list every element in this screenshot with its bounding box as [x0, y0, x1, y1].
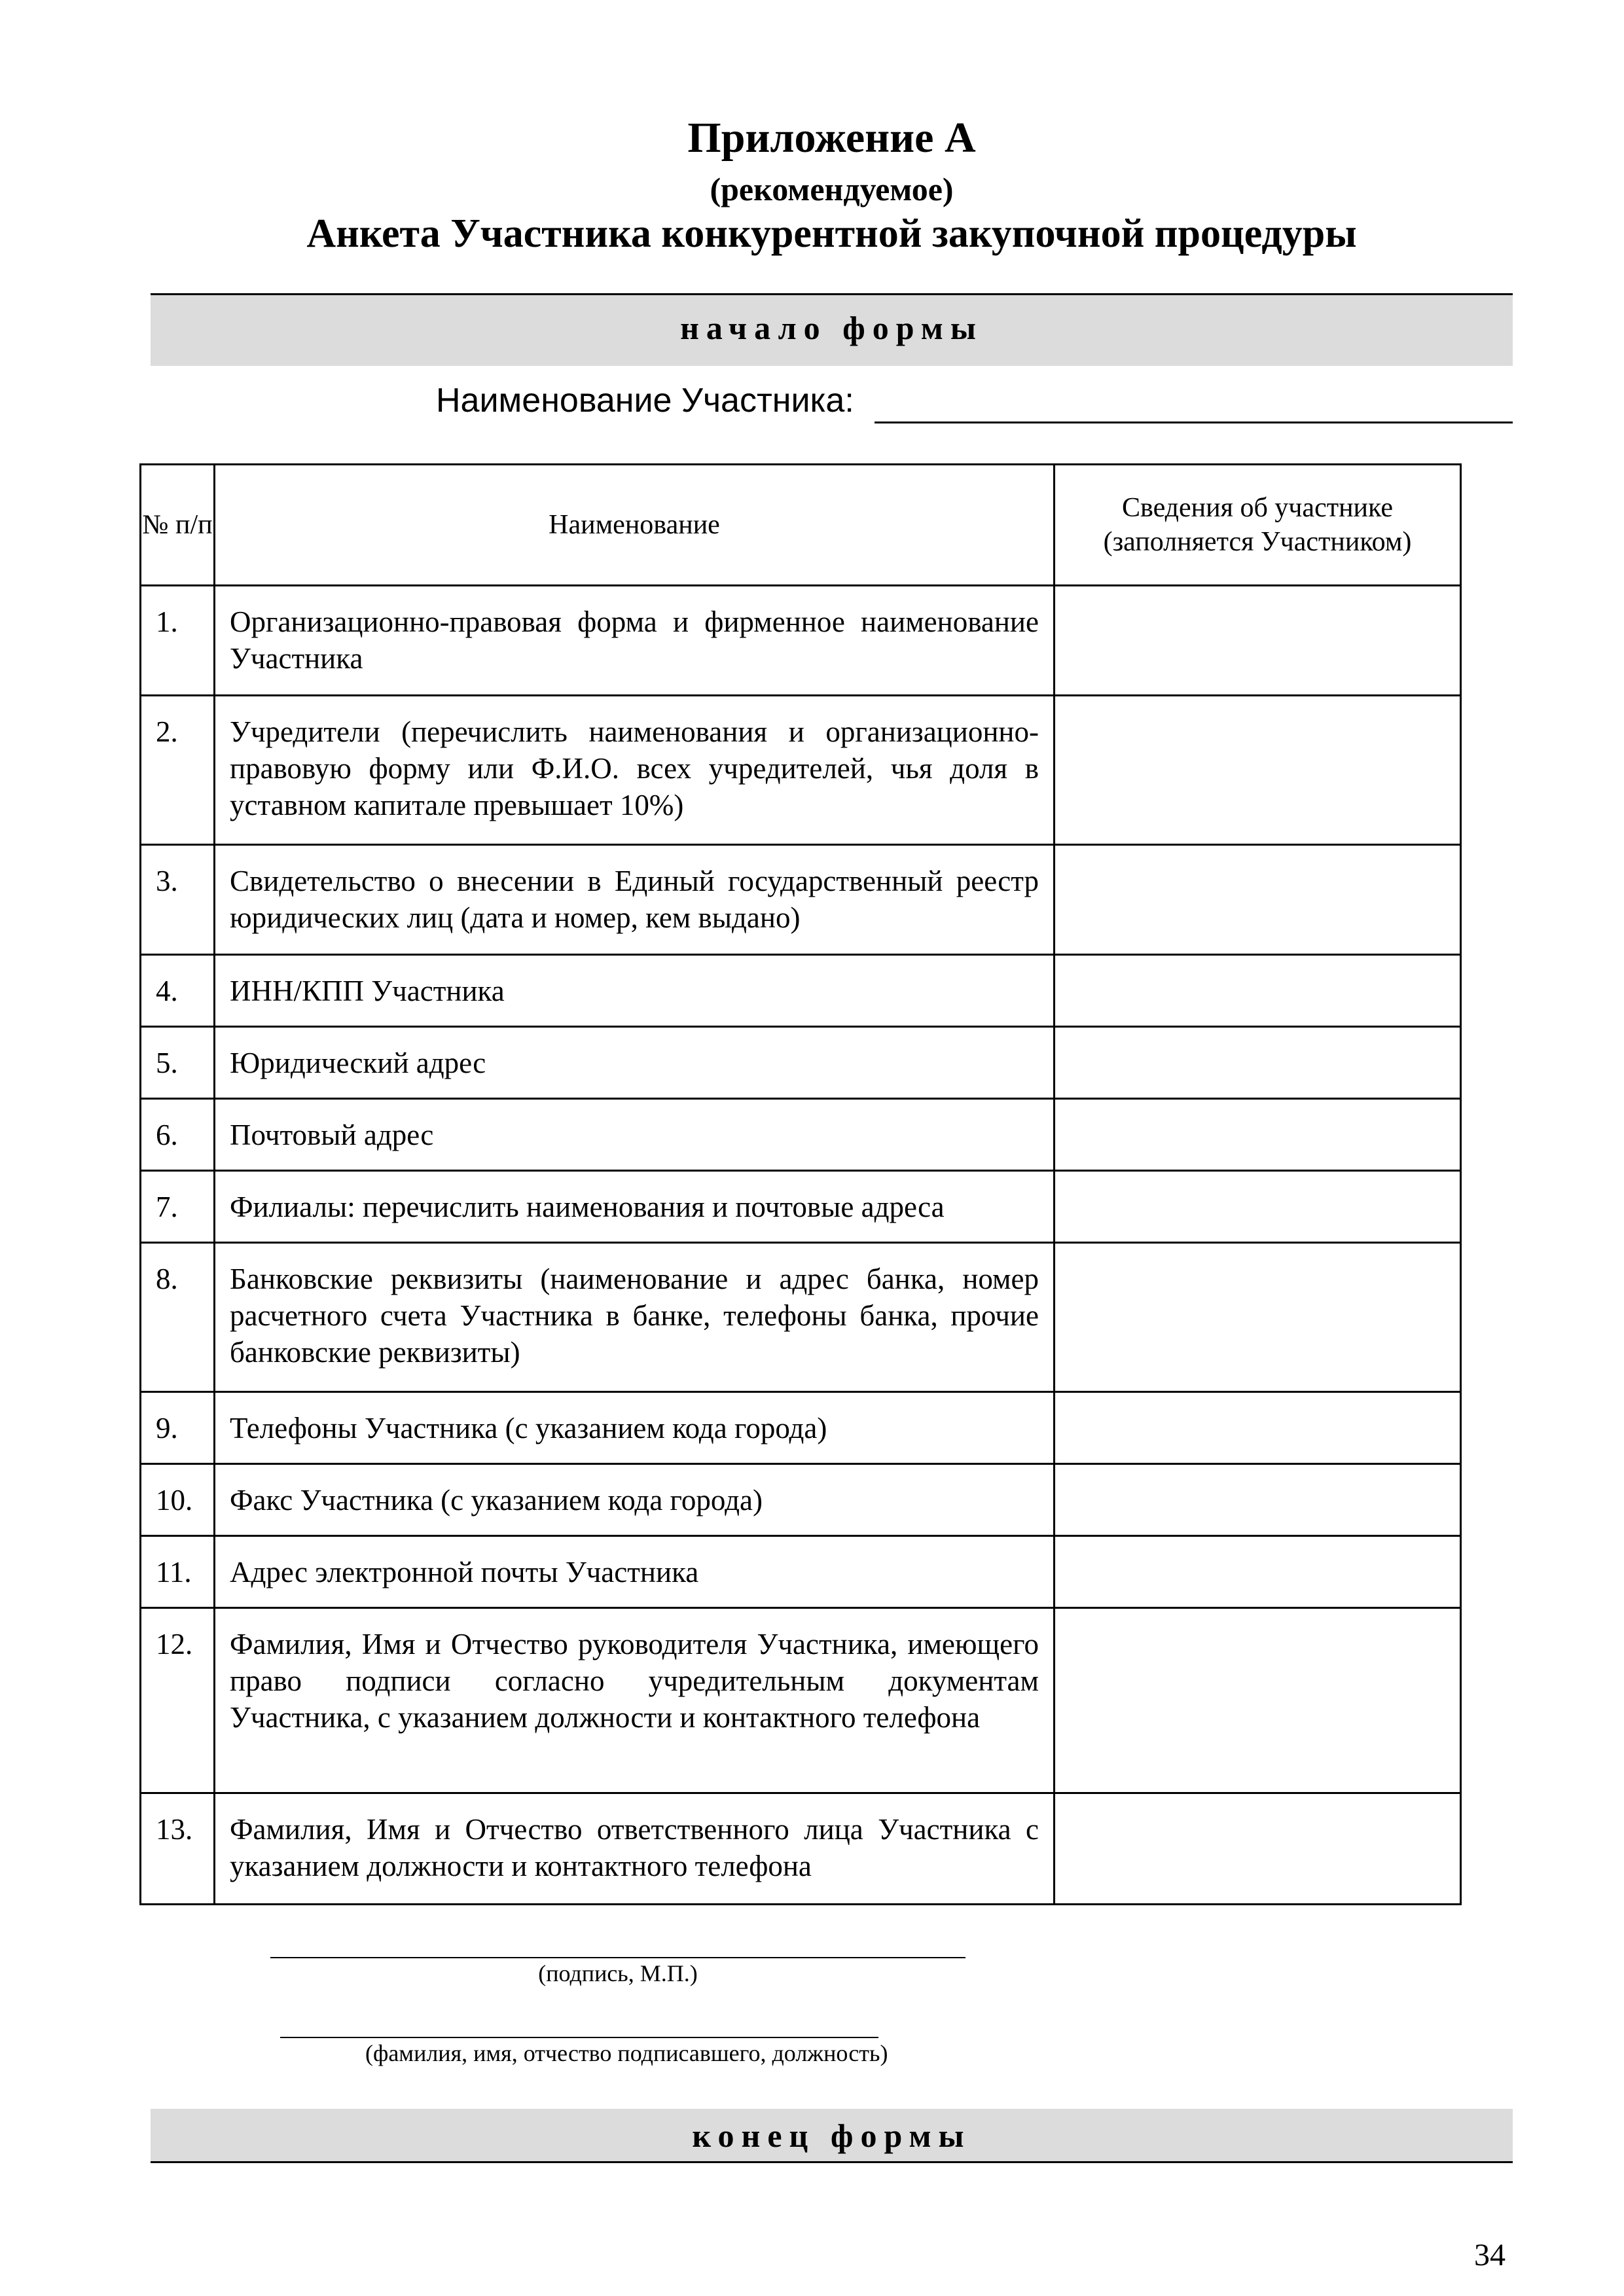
row-name: Фамилия, Имя и Отчество руководителя Участника, имеющего право подписи согласно учредительным документам Участника, с указанием должности и контактного телефона	[215, 1608, 1055, 1793]
row-value-field[interactable]	[1055, 1608, 1461, 1793]
row-number: 11.	[141, 1536, 215, 1608]
table-row	[141, 1608, 1461, 1793]
table-row	[141, 1243, 1461, 1392]
form-title: Анкета Участника конкурентной закупочной процедуры	[306, 211, 1357, 256]
table-row	[141, 1027, 1461, 1099]
table-row	[141, 1392, 1461, 1464]
row-number: 12.	[141, 1608, 215, 1793]
row-value-field[interactable]	[1055, 845, 1461, 955]
row-value-field[interactable]	[1055, 696, 1461, 845]
row-value-field[interactable]	[1055, 1392, 1461, 1464]
signer-name-line[interactable]	[280, 2037, 878, 2038]
signature-line[interactable]	[270, 1957, 965, 1958]
row-number: 13.	[141, 1793, 215, 1905]
table-row	[141, 1536, 1461, 1608]
table-row	[141, 1171, 1461, 1243]
table-row	[141, 955, 1461, 1027]
form-end-band: конец формы	[151, 2109, 1513, 2163]
page-number: 34	[1474, 2238, 1506, 2272]
row-value-field[interactable]	[1055, 1536, 1461, 1608]
row-name: Почтовый адрес	[215, 1099, 1055, 1171]
header-name: Наименование	[215, 465, 1055, 586]
row-name: ИНН/КПП Участника	[215, 955, 1055, 1027]
table-row	[141, 586, 1461, 696]
table-row	[141, 1464, 1461, 1536]
row-value-field[interactable]	[1055, 1099, 1461, 1171]
participant-name-field[interactable]	[875, 422, 1513, 423]
row-value-field[interactable]	[1055, 1027, 1461, 1099]
row-name: Свидетельство о внесении в Единый государственный реестр юридических лиц (дата и номер, кем выдано)	[215, 845, 1055, 955]
row-value-field[interactable]	[1055, 1171, 1461, 1243]
row-name: Организационно-правовая форма и фирменное наименование Участника	[215, 586, 1055, 696]
table-row	[141, 845, 1461, 955]
row-name: Фамилия, Имя и Отчество ответственного лица Участника с указанием должности и контактного телефона	[215, 1793, 1055, 1905]
row-name: Факс Участника (с указанием кода города)	[215, 1464, 1055, 1536]
row-name: Телефоны Участника (с указанием кода города)	[215, 1392, 1055, 1464]
row-name: Филиалы: перечислить наименования и почтовые адреса	[215, 1171, 1055, 1243]
row-number: 8.	[141, 1243, 215, 1392]
row-number: 1.	[141, 586, 215, 696]
row-value-field[interactable]	[1055, 1243, 1461, 1392]
row-number: 5.	[141, 1027, 215, 1099]
table-header-row	[141, 465, 1461, 586]
row-value-field[interactable]	[1055, 586, 1461, 696]
row-value-field[interactable]	[1055, 955, 1461, 1027]
questionnaire-table	[139, 463, 1462, 1905]
row-name: Юридический адрес	[215, 1027, 1055, 1099]
row-number: 4.	[141, 955, 215, 1027]
appendix-subtitle: (рекомендуемое)	[710, 171, 954, 207]
signature-caption: (подпись, М.П.)	[538, 1960, 698, 1986]
row-value-field[interactable]	[1055, 1464, 1461, 1536]
row-value-field[interactable]	[1055, 1793, 1461, 1905]
row-number: 6.	[141, 1099, 215, 1171]
row-number: 7.	[141, 1171, 215, 1243]
participant-name-label: Наименование Участника:	[436, 382, 854, 420]
table-row	[141, 1793, 1461, 1905]
header-value: Сведения об участнике (заполняется Участником)	[1055, 465, 1461, 586]
appendix-title: Приложение А	[687, 114, 976, 162]
row-name: Адрес электронной почты Участника	[215, 1536, 1055, 1608]
signer-name-caption: (фамилия, имя, отчество подписавшего, должность)	[365, 2040, 888, 2066]
form-start-band: начало формы	[151, 293, 1513, 366]
row-name: Банковские реквизиты (наименование и адрес банка, номер расчетного счета Участника в банке, телефоны банка, прочие банковские реквизиты)	[215, 1243, 1055, 1392]
row-number: 10.	[141, 1464, 215, 1536]
row-number: 9.	[141, 1392, 215, 1464]
row-name: Учредители (перечислить наименования и организационно-правовую форму или Ф.И.О. всех учредителей, чья доля в уставном капитале превышает 10%)	[215, 696, 1055, 845]
header-num: № п/п	[141, 465, 215, 586]
table-row	[141, 696, 1461, 845]
row-number: 3.	[141, 845, 215, 955]
row-number: 2.	[141, 696, 215, 845]
table-row	[141, 1099, 1461, 1171]
